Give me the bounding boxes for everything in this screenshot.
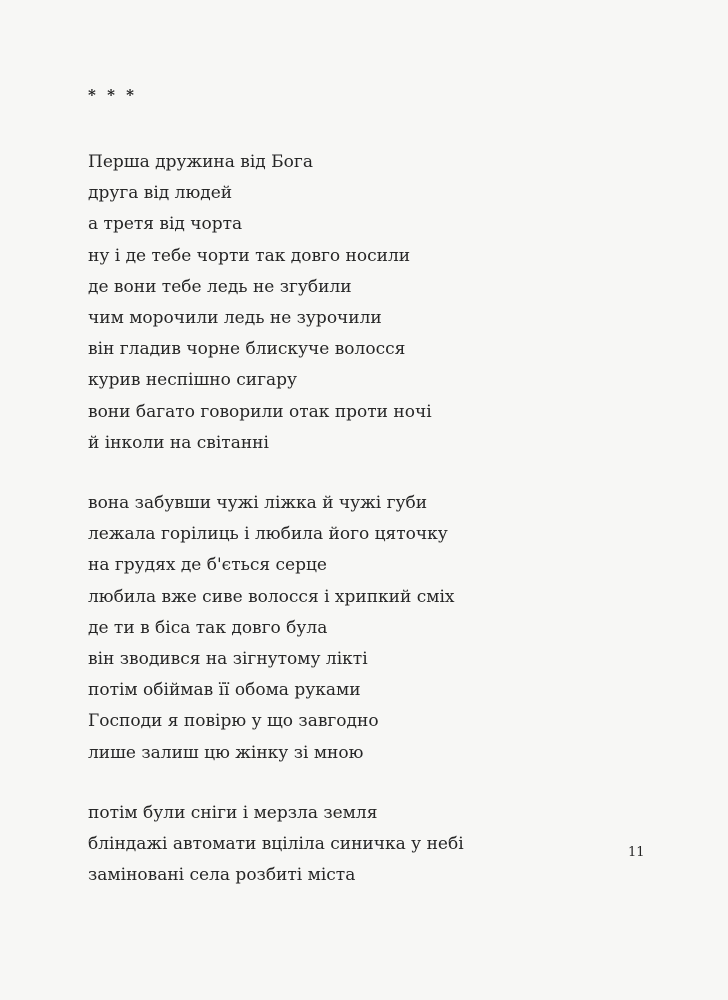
poem-line: курив неспішно сигару <box>88 370 298 391</box>
poem-line: на грудях де б'ється серце <box>88 555 327 576</box>
poem-line: Господи я повірю у що завгодно <box>88 711 379 732</box>
poem-line: він гладив чорне блискуче волосся <box>88 339 406 360</box>
poem-line: він зводився на зігнутому лікті <box>88 649 368 670</box>
poem-line: де ти в біса так довго була <box>88 617 328 638</box>
poem-line: вони багато говорили отак проти ночі <box>88 401 432 422</box>
page-number: 11 <box>628 845 645 860</box>
poem-line: заміновані села розбиті міста <box>88 865 356 886</box>
poem-line: Перша дружина від Бога <box>88 152 313 172</box>
poem-line: де вони тебе ледь не згубили <box>88 276 352 297</box>
poem-line: а третя від чорта <box>88 214 243 235</box>
stanza-1 <box>88 147 688 459</box>
poem-line: любила вже сиве волосся і хрипкий сміх <box>88 586 455 607</box>
poem-line: бліндажі автомати вцілiла синичка у небі <box>88 834 464 855</box>
poem-line: й інколи на світанні <box>88 432 269 453</box>
poem-line: потім обіймав її обома руками <box>88 680 361 701</box>
poem-line: вона забувши чужі ліжка й чужі губи <box>88 493 428 514</box>
stanza-2 <box>88 488 688 769</box>
stanza-3 <box>88 798 688 892</box>
poem-line: ну і де тебе чорти так довго носили <box>88 245 411 266</box>
poem-line: потім були сніги і мерзла земля <box>88 802 378 823</box>
poem-line: друга від людей <box>88 183 233 204</box>
poem-line: лежала горілиць і любила його цяточку <box>88 524 448 545</box>
poem-body <box>88 147 688 920</box>
section-asterism: * * * <box>88 86 137 104</box>
poem-line: лише залиш цю жінку зі мною <box>88 742 364 763</box>
poem-line: чим морочили ледь не зурочили <box>88 308 382 329</box>
